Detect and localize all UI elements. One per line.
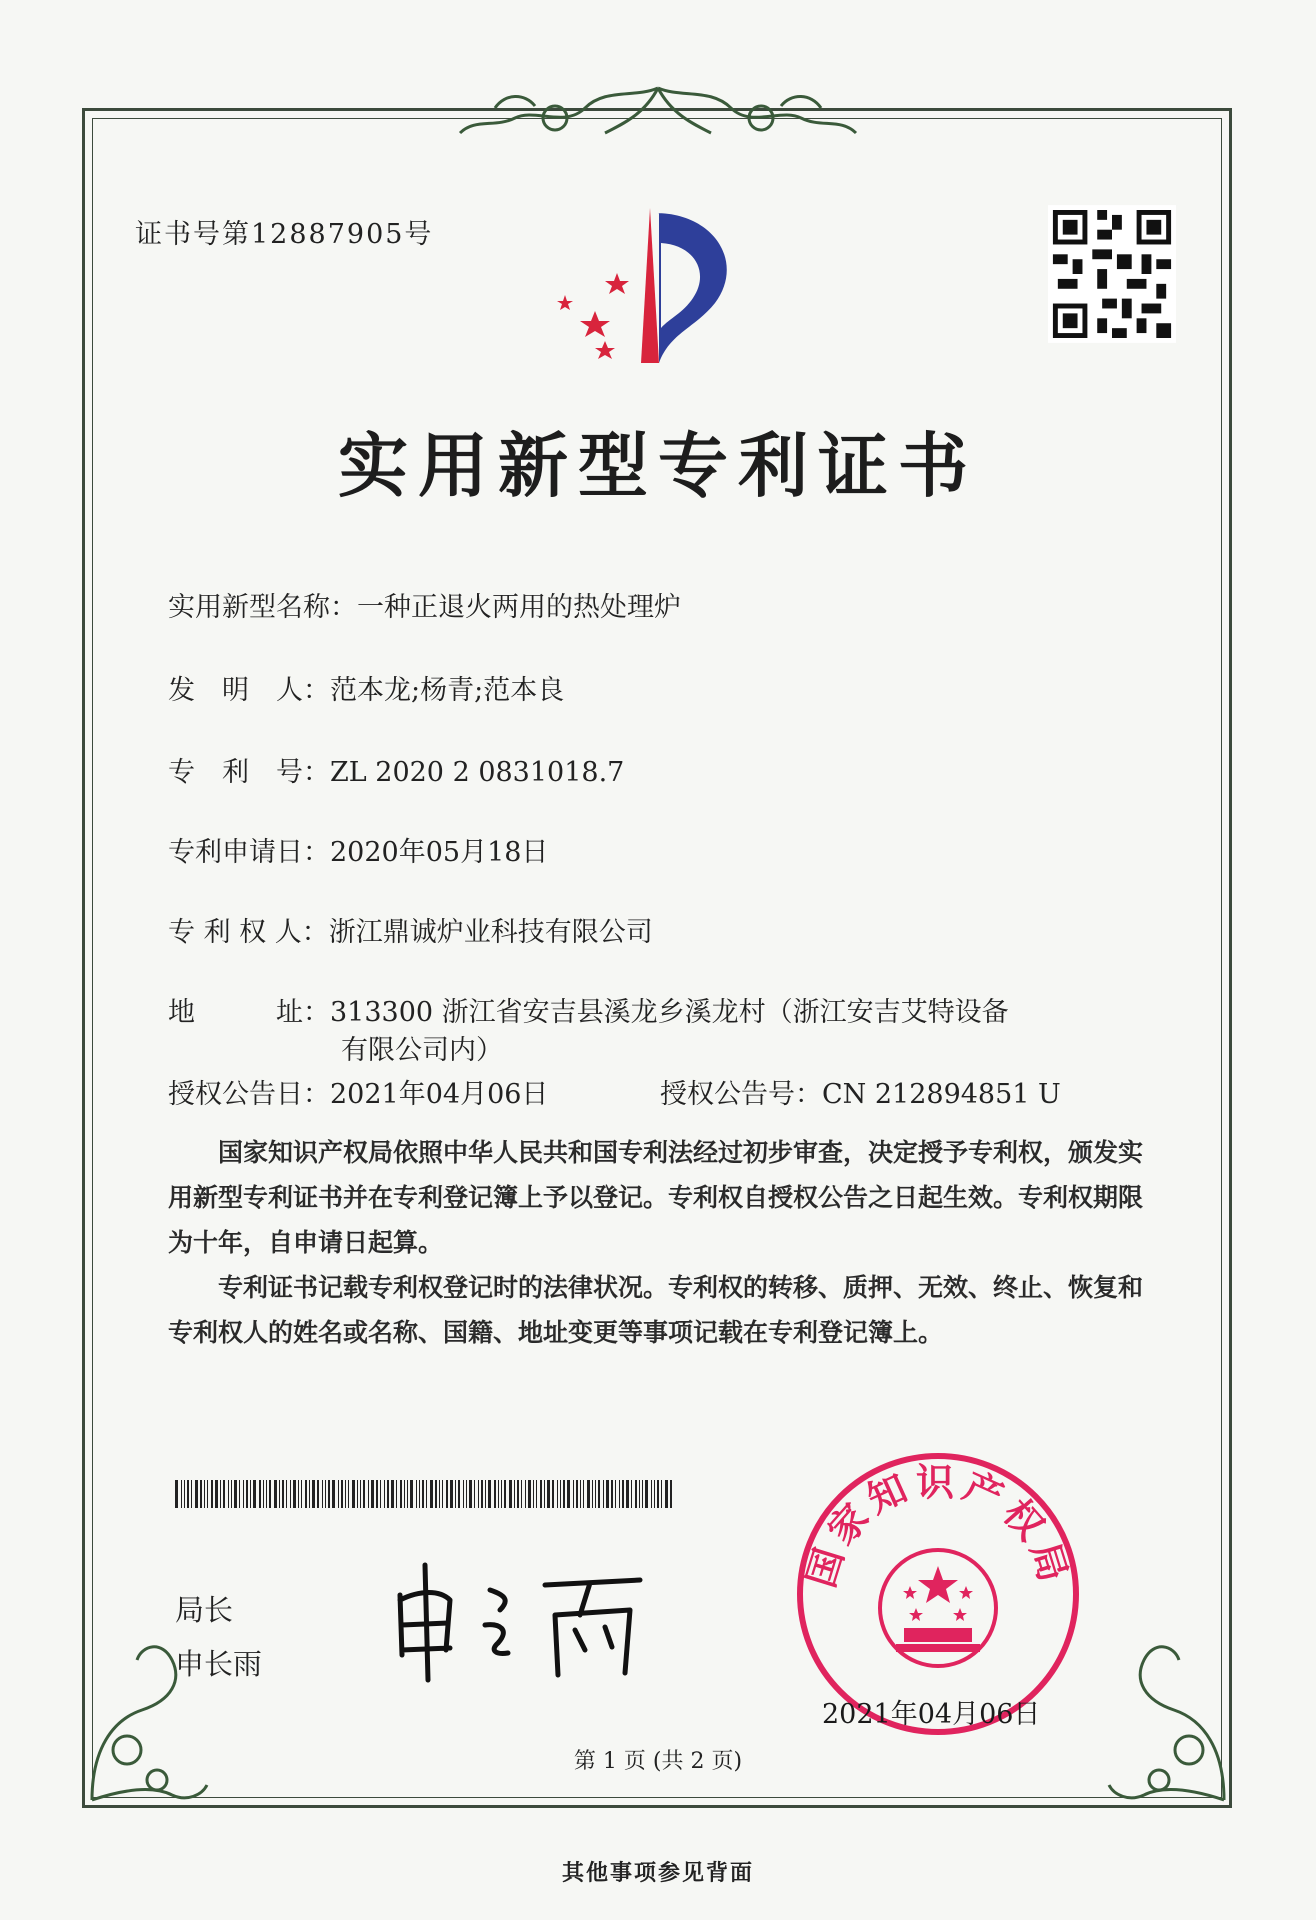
- seal-text: 国家知识产权局: [797, 1459, 1079, 1593]
- inventor-field: [168, 668, 564, 707]
- patent-number-value: ZL 2020 2 0831018.7: [330, 757, 625, 788]
- legal-text: [168, 1130, 1158, 1355]
- patentee-value: 浙江鼎诚炉业科技有限公司: [328, 917, 653, 948]
- grant-announcement-date-value: 2021年04月06日: [330, 1079, 549, 1110]
- legal-paragraph-1: 国家知识产权局依照中华人民共和国专利法经过初步审查，决定授予专利权，颁发实用新型专利证书并在专利登记簿上予以登记。专利权自授权公告之日起生效。专利权期限为十年，自申请日起算。: [168, 1138, 1144, 1257]
- qr-code-icon: [1048, 205, 1176, 343]
- top-ornament-icon: [455, 78, 861, 150]
- grant-announcement-date-field: [168, 1072, 548, 1111]
- director-title: 局长: [175, 1593, 234, 1627]
- application-date-label: 专利申请日：: [168, 837, 330, 868]
- grant-announcement-date-label: 授权公告日：: [168, 1079, 330, 1110]
- director-name: 申长雨: [175, 1647, 263, 1681]
- grant-announcement-number-value: CN 212894851 U: [822, 1079, 1061, 1110]
- address-field: [168, 990, 1009, 1029]
- utility-model-name-label: 实用新型名称：: [168, 592, 357, 623]
- certificate-number: 证书号第12887905号: [135, 219, 434, 250]
- inventor-value: 范本龙;杨青;范本良: [330, 675, 565, 706]
- address-value-line1: 313300 浙江省安吉县溪龙乡溪龙村（浙江安吉艾特设备: [330, 997, 1009, 1028]
- bottom-right-ornament-icon: [1104, 1600, 1234, 1810]
- patentee-label: 专 利 权 人：: [168, 917, 329, 948]
- application-date-value: 2020年05月18日: [330, 837, 549, 868]
- utility-model-name-field: [168, 585, 681, 624]
- address-value-line2: 有限公司内）: [341, 1035, 503, 1066]
- utility-model-name-value: 一种正退火两用的热处理炉: [357, 592, 681, 623]
- inventor-label: 发 明 人：: [168, 675, 330, 706]
- patent-number-field: [168, 750, 624, 789]
- patentee-field: [168, 910, 653, 949]
- application-date-field: [168, 830, 548, 869]
- grant-announcement-number-label: 授权公告号：: [660, 1079, 822, 1110]
- grant-announcement-number-field: [660, 1072, 1061, 1111]
- legal-paragraph-2: 专利证书记载专利权登记时的法律状况。专利权的转移、质押、无效、终止、恢复和专利权人的姓名或名称、国籍、地址变更等事项记载在专利登记簿上。: [168, 1273, 1144, 1347]
- footer-note: 其他事项参见背面: [561, 1860, 754, 1886]
- national-emblem-icon: [880, 1550, 996, 1666]
- patent-number-label: 专 利 号：: [168, 757, 330, 788]
- director-signature: [380, 1555, 680, 1685]
- page-number: 第 1 页 (共 2 页): [573, 1749, 743, 1774]
- patent-office-logo-icon: [555, 203, 745, 368]
- certificate-title: 实用新型专利证书: [338, 424, 978, 507]
- bottom-left-ornament-icon: [82, 1600, 212, 1810]
- seal-date: 2021年04月06日: [822, 1699, 1041, 1730]
- barcode-icon: [175, 1480, 675, 1508]
- address-label: 地 址：: [168, 997, 330, 1028]
